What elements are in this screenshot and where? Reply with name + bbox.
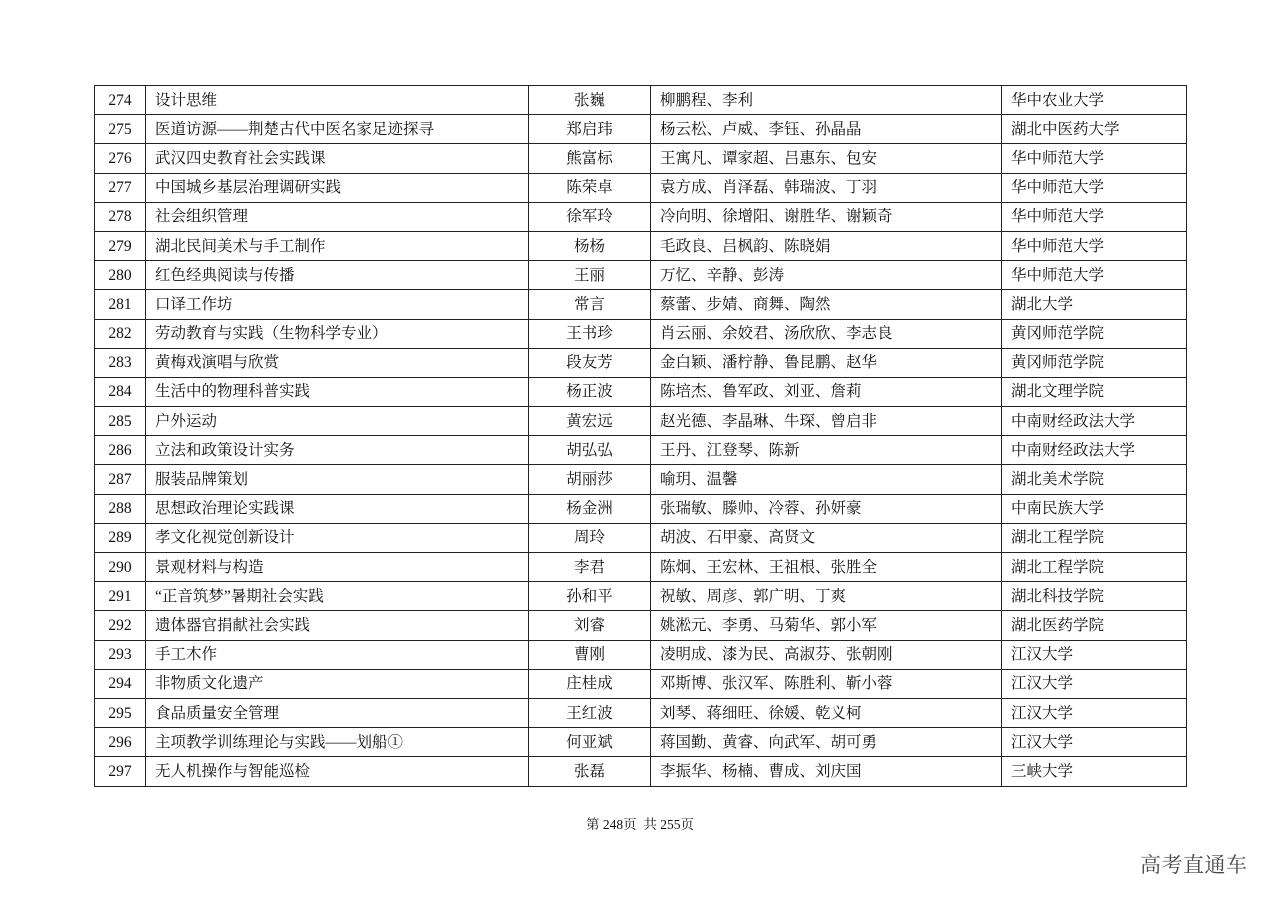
team-members-cell: 陈培杰、鲁军政、刘亚、詹莉: [651, 377, 1002, 406]
school-name-cell: 华中师范大学: [1002, 173, 1187, 202]
team-members-cell: 陈炯、王宏林、王祖根、张胜全: [651, 553, 1002, 582]
table-row: [95, 202, 1187, 231]
course-name-cell: 黄梅戏演唱与欣赏: [146, 348, 529, 377]
team-members-cell: 王丹、江登琴、陈新: [651, 436, 1002, 465]
course-lead-cell: 周玲: [529, 523, 651, 552]
course-name-cell: 景观材料与构造: [146, 553, 529, 582]
team-members-cell: 毛政良、吕枫韵、陈晓娟: [651, 231, 1002, 260]
school-name-cell: 湖北科技学院: [1002, 582, 1187, 611]
table-row: [95, 377, 1187, 406]
team-members-cell: 肖云丽、余姣君、汤欣欣、李志良: [651, 319, 1002, 348]
table-row: [95, 465, 1187, 494]
school-name-cell: 黄冈师范学院: [1002, 348, 1187, 377]
course-name-cell: 孝文化视觉创新设计: [146, 523, 529, 552]
course-table-body: [95, 86, 1187, 787]
school-name-cell: 华中师范大学: [1002, 261, 1187, 290]
team-members-cell: 杨云松、卢威、李钰、孙晶晶: [651, 115, 1002, 144]
row-number-cell: 292: [95, 611, 146, 640]
row-number-cell: 289: [95, 523, 146, 552]
course-name-cell: “正音筑梦”暑期社会实践: [146, 582, 529, 611]
table-row: [95, 407, 1187, 436]
school-name-cell: 中南财经政法大学: [1002, 436, 1187, 465]
table-row: [95, 231, 1187, 260]
school-name-cell: 湖北中医药大学: [1002, 115, 1187, 144]
school-name-cell: 江汉大学: [1002, 640, 1187, 669]
table-row: [95, 115, 1187, 144]
course-lead-cell: 王书珍: [529, 319, 651, 348]
table-row: [95, 319, 1187, 348]
team-members-cell: 凌明成、漆为民、高淑芬、张朝刚: [651, 640, 1002, 669]
team-members-cell: 张瑞敏、滕帅、冷蓉、孙妍豪: [651, 494, 1002, 523]
school-name-cell: 中南财经政法大学: [1002, 407, 1187, 436]
team-members-cell: 胡波、石甲豪、高贤文: [651, 523, 1002, 552]
team-members-cell: 蔡蕾、步婧、商舞、陶然: [651, 290, 1002, 319]
course-name-cell: 无人机操作与智能巡检: [146, 757, 529, 786]
table-row: [95, 86, 1187, 115]
course-name-cell: 生活中的物理科普实践: [146, 377, 529, 406]
course-lead-cell: 曹刚: [529, 640, 651, 669]
course-name-cell: 红色经典阅读与传播: [146, 261, 529, 290]
course-lead-cell: 熊富标: [529, 144, 651, 173]
school-name-cell: 华中师范大学: [1002, 202, 1187, 231]
course-table: [94, 85, 1187, 787]
row-number-cell: 280: [95, 261, 146, 290]
course-name-cell: 手工木作: [146, 640, 529, 669]
course-lead-cell: 庄桂成: [529, 669, 651, 698]
row-number-cell: 286: [95, 436, 146, 465]
course-name-cell: 中国城乡基层治理调研实践: [146, 173, 529, 202]
row-number-cell: 285: [95, 407, 146, 436]
school-name-cell: 湖北文理学院: [1002, 377, 1187, 406]
table-row: [95, 611, 1187, 640]
page-number-footer: 第 248页 共 255页: [586, 817, 694, 832]
row-number-cell: 277: [95, 173, 146, 202]
row-number-cell: 274: [95, 86, 146, 115]
school-name-cell: 江汉大学: [1002, 698, 1187, 727]
table-row: [95, 261, 1187, 290]
school-name-cell: 华中师范大学: [1002, 231, 1187, 260]
team-members-cell: 王寓凡、谭家超、吕惠东、包安: [651, 144, 1002, 173]
course-name-cell: 湖北民间美术与手工制作: [146, 231, 529, 260]
school-name-cell: 湖北大学: [1002, 290, 1187, 319]
school-name-cell: 湖北美术学院: [1002, 465, 1187, 494]
course-name-cell: 遗体器官捐献社会实践: [146, 611, 529, 640]
table-row: [95, 523, 1187, 552]
row-number-cell: 297: [95, 757, 146, 786]
course-name-cell: 主项教学训练理论与实践——划船①: [146, 728, 529, 757]
school-name-cell: 华中师范大学: [1002, 144, 1187, 173]
row-number-cell: 290: [95, 553, 146, 582]
school-name-cell: 三峡大学: [1002, 757, 1187, 786]
team-members-cell: 万忆、辛静、彭涛: [651, 261, 1002, 290]
course-lead-cell: 陈荣卓: [529, 173, 651, 202]
table-row: [95, 290, 1187, 319]
course-lead-cell: 杨杨: [529, 231, 651, 260]
watermark-text: 高考直通车: [1140, 853, 1248, 877]
team-members-cell: 李振华、杨楠、曹成、刘庆国: [651, 757, 1002, 786]
table-row: [95, 757, 1187, 786]
table-row: [95, 640, 1187, 669]
row-number-cell: 275: [95, 115, 146, 144]
row-number-cell: 296: [95, 728, 146, 757]
course-lead-cell: 杨金洲: [529, 494, 651, 523]
table-row: [95, 698, 1187, 727]
course-lead-cell: 张磊: [529, 757, 651, 786]
table-row: [95, 553, 1187, 582]
table-row: [95, 494, 1187, 523]
table-row: [95, 669, 1187, 698]
team-members-cell: 姚淞元、李勇、马菊华、郭小军: [651, 611, 1002, 640]
school-name-cell: 江汉大学: [1002, 728, 1187, 757]
school-name-cell: 湖北医药学院: [1002, 611, 1187, 640]
course-lead-cell: 杨正波: [529, 377, 651, 406]
row-number-cell: 282: [95, 319, 146, 348]
course-name-cell: 设计思维: [146, 86, 529, 115]
school-name-cell: 湖北工程学院: [1002, 523, 1187, 552]
row-number-cell: 276: [95, 144, 146, 173]
course-name-cell: 非物质文化遗产: [146, 669, 529, 698]
team-members-cell: 刘琴、蒋细旺、徐媛、乾义柯: [651, 698, 1002, 727]
table-row: [95, 144, 1187, 173]
row-number-cell: 295: [95, 698, 146, 727]
row-number-cell: 284: [95, 377, 146, 406]
team-members-cell: 蒋国勤、黄睿、向武军、胡可勇: [651, 728, 1002, 757]
course-lead-cell: 孙和平: [529, 582, 651, 611]
course-name-cell: 医道访源——荆楚古代中医名家足迹探寻: [146, 115, 529, 144]
course-lead-cell: 常言: [529, 290, 651, 319]
course-name-cell: 思想政治理论实践课: [146, 494, 529, 523]
course-lead-cell: 何亚斌: [529, 728, 651, 757]
row-number-cell: 278: [95, 202, 146, 231]
table-row: [95, 728, 1187, 757]
course-name-cell: 武汉四史教育社会实践课: [146, 144, 529, 173]
team-members-cell: 赵光德、李晶琳、牛琛、曾启非: [651, 407, 1002, 436]
course-name-cell: 服装品牌策划: [146, 465, 529, 494]
table-row: [95, 173, 1187, 202]
school-name-cell: 华中农业大学: [1002, 86, 1187, 115]
school-name-cell: 黄冈师范学院: [1002, 319, 1187, 348]
course-lead-cell: 徐军玲: [529, 202, 651, 231]
row-number-cell: 294: [95, 669, 146, 698]
course-name-cell: 户外运动: [146, 407, 529, 436]
table-row: [95, 582, 1187, 611]
table-row: [95, 348, 1187, 377]
row-number-cell: 287: [95, 465, 146, 494]
school-name-cell: 江汉大学: [1002, 669, 1187, 698]
team-members-cell: 喻玥、温馨: [651, 465, 1002, 494]
course-lead-cell: 刘睿: [529, 611, 651, 640]
course-name-cell: 劳动教育与实践（生物科学专业）: [146, 319, 529, 348]
row-number-cell: 288: [95, 494, 146, 523]
course-lead-cell: 黄宏远: [529, 407, 651, 436]
course-name-cell: 口译工作坊: [146, 290, 529, 319]
course-lead-cell: 胡丽莎: [529, 465, 651, 494]
row-number-cell: 279: [95, 231, 146, 260]
row-number-cell: 293: [95, 640, 146, 669]
team-members-cell: 冷向明、徐增阳、谢胜华、谢颖奇: [651, 202, 1002, 231]
team-members-cell: 柳鹏程、李利: [651, 86, 1002, 115]
course-lead-cell: 李君: [529, 553, 651, 582]
team-members-cell: 袁方成、肖泽磊、韩瑞波、丁羽: [651, 173, 1002, 202]
course-lead-cell: 王红波: [529, 698, 651, 727]
course-lead-cell: 胡弘弘: [529, 436, 651, 465]
row-number-cell: 283: [95, 348, 146, 377]
course-name-cell: 社会组织管理: [146, 202, 529, 231]
team-members-cell: 邓斯博、张汉军、陈胜利、靳小蓉: [651, 669, 1002, 698]
table-row: [95, 436, 1187, 465]
row-number-cell: 281: [95, 290, 146, 319]
team-members-cell: 金白颖、潘柠静、鲁昆鹏、赵华: [651, 348, 1002, 377]
school-name-cell: 中南民族大学: [1002, 494, 1187, 523]
course-lead-cell: 张巍: [529, 86, 651, 115]
row-number-cell: 291: [95, 582, 146, 611]
course-name-cell: 立法和政策设计实务: [146, 436, 529, 465]
course-lead-cell: 郑启玮: [529, 115, 651, 144]
course-lead-cell: 王丽: [529, 261, 651, 290]
school-name-cell: 湖北工程学院: [1002, 553, 1187, 582]
team-members-cell: 祝敏、周彦、郭广明、丁爽: [651, 582, 1002, 611]
course-lead-cell: 段友芳: [529, 348, 651, 377]
course-name-cell: 食品质量安全管理: [146, 698, 529, 727]
